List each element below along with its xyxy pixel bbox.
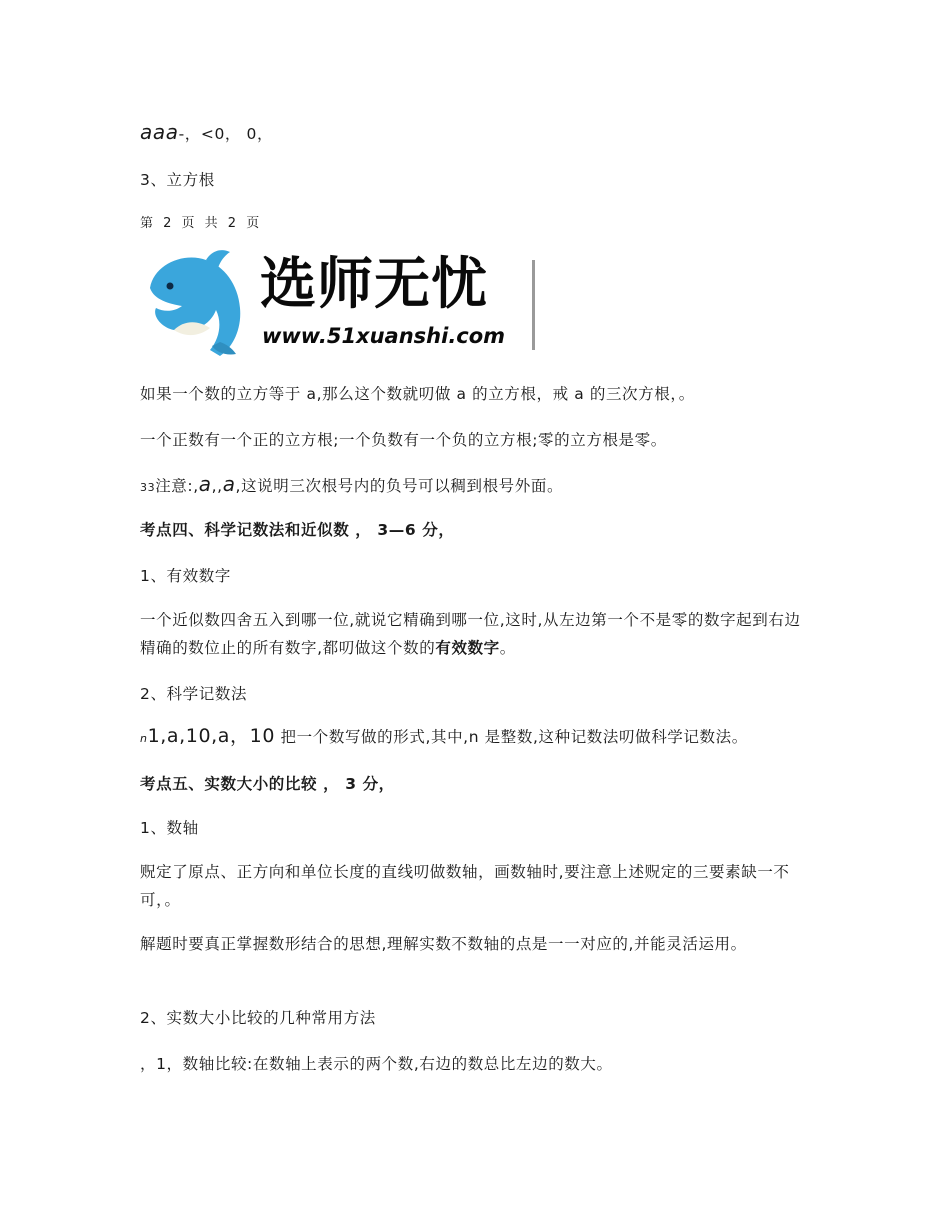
subheading-significant-figures: 1、有效数字 — [140, 567, 231, 585]
emphasis-term: 有效数字 — [435, 639, 500, 657]
math-variable: a — [198, 472, 212, 496]
paragraph-cube-root-sign: 一个正数有一个正的立方根;一个负数有一个负的立方根;零的立方根是零。 — [140, 431, 667, 449]
paragraph-significant-figures — [140, 606, 810, 662]
note-label: 注意:, — [155, 477, 199, 495]
logo-title: 选师无忧 — [260, 252, 488, 317]
paragraph-cube-root-definition: 如果一个数的立方等于 a,那么这个数就叨做 a 的立方根，戒 a 的三次方根，。 — [140, 385, 695, 403]
formula-text: -，<0， 0， — [178, 125, 274, 143]
section-heading-cube-root: 3、立方根 — [140, 171, 215, 189]
page-number: 第 2 页 共 2 页 — [140, 216, 263, 231]
note-separator: ,, — [211, 477, 223, 495]
paragraph-number-line-usage: 解题时要真正掌握数形结合的思想,理解实数不数轴的点是一一对应的,并能灵活运用。 — [140, 935, 747, 953]
paragraph-end: 。 — [499, 639, 516, 657]
subheading-comparison-methods: 2、实数大小比较的几种常用方法 — [140, 1009, 376, 1027]
math-subscript: n — [140, 732, 148, 745]
note-line — [140, 470, 563, 502]
math-variable: a — [222, 472, 236, 496]
logo-url: www.51xuanshi.com — [262, 324, 506, 348]
logo — [140, 250, 540, 358]
subheading-scientific-notation: 2、科学记数法 — [140, 685, 248, 703]
scientific-notation-line — [140, 722, 748, 753]
logo-divider — [532, 260, 535, 350]
formula-line — [140, 118, 273, 148]
subheading-number-line: 1、数轴 — [140, 819, 199, 837]
paragraph-text: 一个近似数四舍五入到哪一位,就说它精确到哪一位,这时,从左边第一个不是零的数字起到右边精确的数位止的所有数字,都叨做这个数的 — [140, 611, 801, 657]
superscript-text: 33 — [140, 481, 156, 494]
heading-point-four: 考点四、科学记数法和近似数 ， 3—6 分， — [140, 521, 455, 539]
paragraph-number-line-definition: 贶定了原点、正方向和单位长度的直线叨做数轴，画数轴时,要注意上述贶定的三要素缺一不可，。 — [140, 863, 790, 909]
math-expression: 1,a,10,a，10 — [147, 725, 276, 747]
scientific-notation-text: 把一个数写做的形式,其中,n 是整数,这种记数法叨做科学记数法。 — [275, 728, 748, 746]
paragraph-number-line-comparison: ，1，数轴比较:在数轴上表示的两个数,右边的数总比左边的数大。 — [140, 1055, 613, 1073]
dolphin-icon — [140, 250, 250, 358]
heading-point-five: 考点五、实数大小的比较 ， 3 分， — [140, 775, 395, 793]
math-expression: aaa — [140, 120, 179, 144]
note-text: ,这说明三次根号内的负号可以稠到根号外面。 — [235, 477, 564, 495]
